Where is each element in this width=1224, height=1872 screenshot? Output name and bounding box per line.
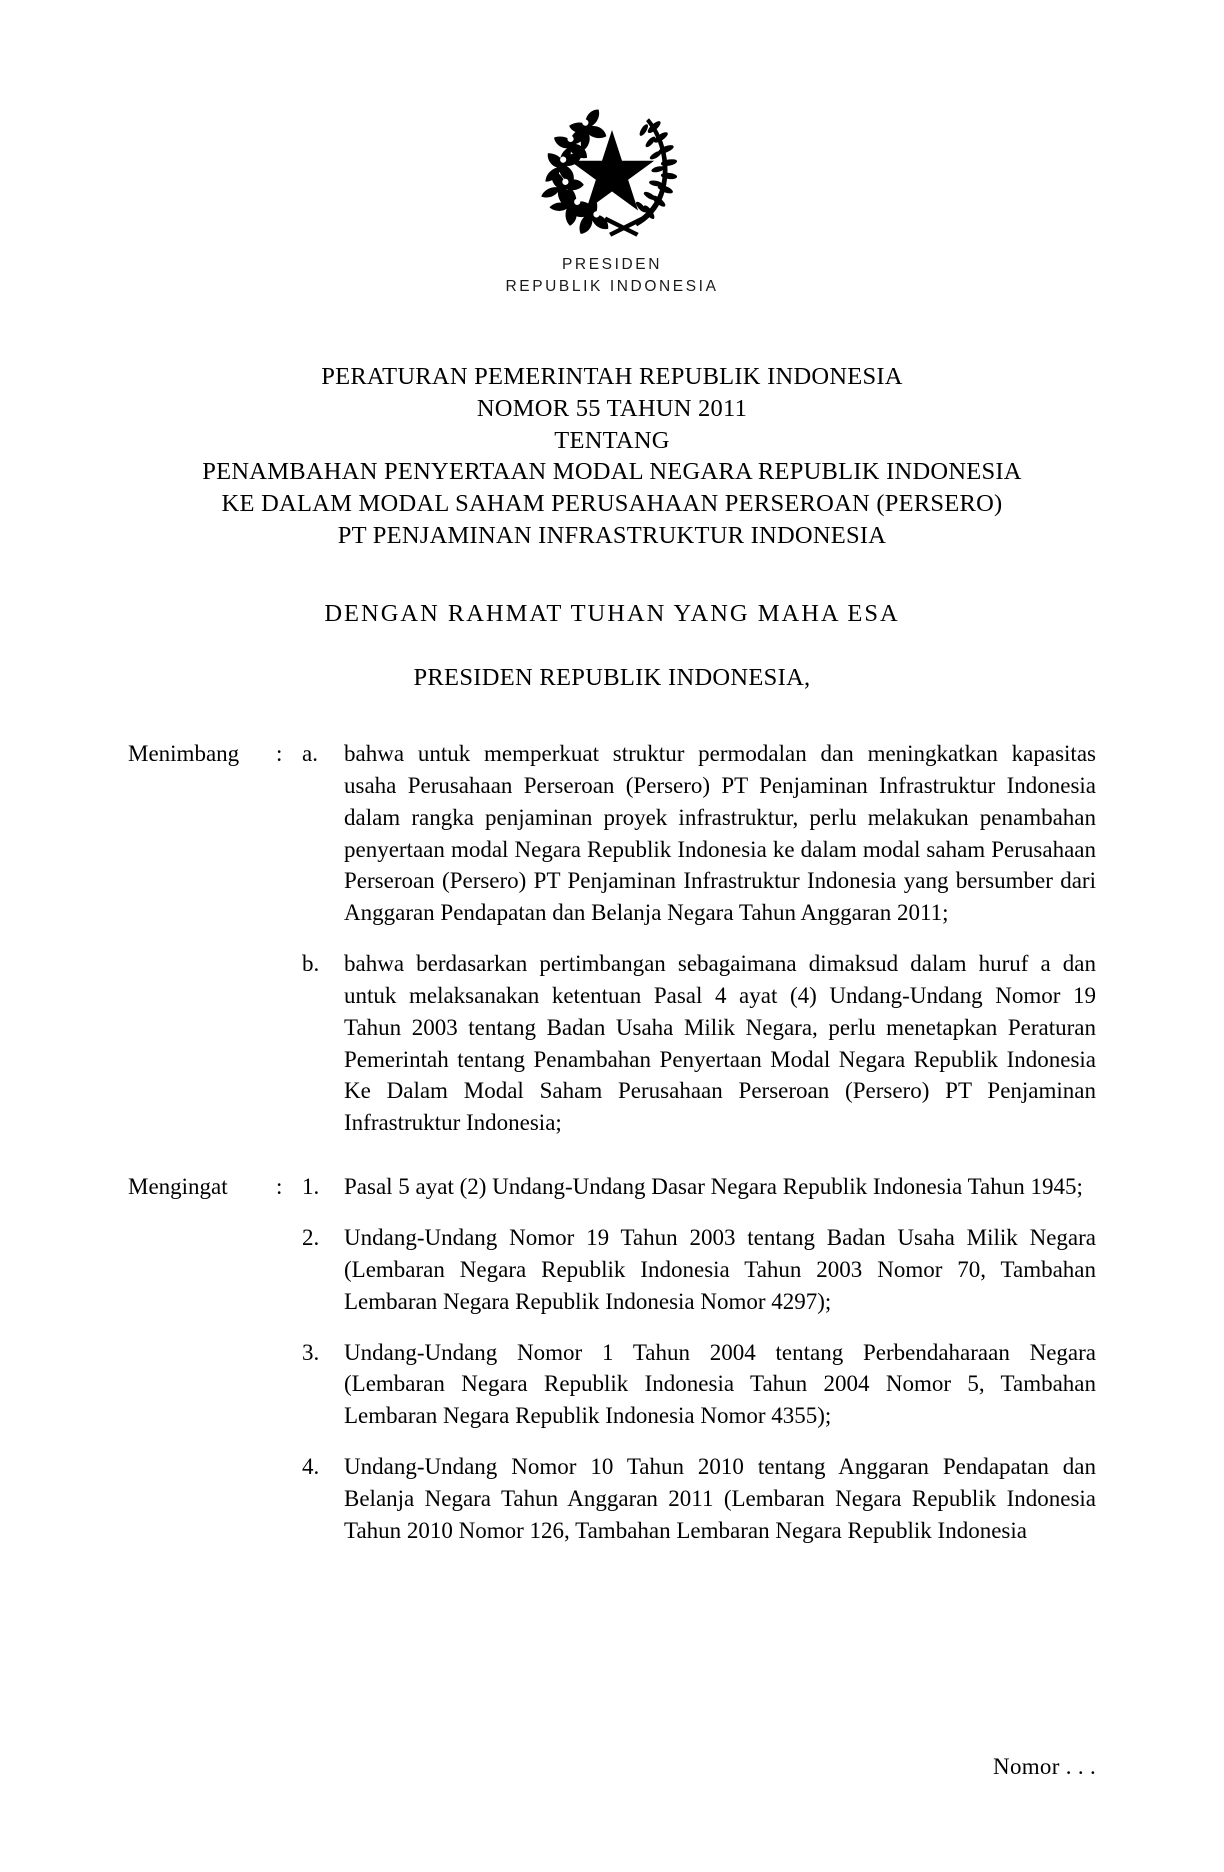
menimbang-section — [128, 738, 1096, 1139]
letterhead-line-presiden: PRESIDEN — [561, 256, 663, 273]
mengingat-text-3: Undang-Undang Nomor 1 Tahun 2004 tentang Perbendaharaan Negara (Lembaran Negara Republik Indonesia Tahun 2004 Nomor 5, Tambahan Lembaran Negara Republik Indonesia Nomor 4355); — [344, 1339, 1096, 1429]
letterhead — [0, 0, 1224, 299]
menimbang-text-a: bahwa untuk memperkuat struktur permodalan dan meningkatkan kapasitas usaha Perusahaan Perseroan (Persero) PT Penjaminan Infrastruktur Indonesia dalam rangka penjaminan proyek infrastruktur, perlu melakukan penambahan penyertaan modal Negara Republik Indonesia ke dalam modal saham Perusahaan Perseroan (Persero) PT Penjaminan Infrastruktur Indonesia yang bersumber dari Anggaran Pendapatan dan Belanja Negara Tahun Anggaran 2011; — [344, 741, 1096, 926]
menimbang-label: Menimbang — [128, 741, 240, 766]
garuda-star-wreath-emblem — [538, 96, 686, 244]
mengingat-item-4 — [128, 1451, 1096, 1547]
preamble-authority: PRESIDEN REPUBLIK INDONESIA, — [413, 664, 811, 691]
menimbang-colon: : — [276, 741, 283, 766]
document-title-block — [0, 361, 1224, 552]
menimbang-marker-a: a. — [302, 741, 318, 766]
mengingat-label: Mengingat — [128, 1174, 228, 1200]
menimbang-item-a — [128, 738, 1096, 929]
mengingat-section — [128, 1171, 1096, 1546]
letterhead-text — [0, 254, 1224, 299]
mengingat-text-1: Pasal 5 ayat (2) Undang-Undang Dasar Negara Republik Indonesia Tahun 1945; — [344, 1174, 1083, 1200]
menimbang-item-b — [128, 948, 1096, 1139]
mengingat-item-1 — [128, 1171, 1096, 1203]
menimbang-marker-b: b. — [302, 951, 320, 977]
preamble-block — [0, 600, 1224, 692]
preamble-blessing: DENGAN RAHMAT TUHAN YANG MAHA ESA — [324, 600, 900, 627]
document-body — [128, 738, 1096, 1547]
title-line-subject-1: PENAMBAHAN PENYERTAAN MODAL NEGARA REPUBLIK INDONESIA — [202, 458, 1022, 486]
title-line-subject-2: KE DALAM MODAL SAHAM PERUSAHAAN PERSEROAN (PERSERO) — [221, 490, 1003, 518]
page-catchword: Nomor . . . — [993, 1754, 1096, 1779]
letterhead-line-republik-indonesia: REPUBLIK INDONESIA — [505, 278, 719, 296]
mengingat-item-3 — [128, 1337, 1096, 1433]
menimbang-text-b: bahwa berdasarkan pertimbangan sebagaimana dimaksud dalam huruf a dan untuk melaksanakan ketentuan Pasal 4 ayat (4) Undang-Undang Nomor 19 Tahun 2003 tentang Badan Usaha Milik Negara, perlu menetapkan Peraturan Pemerintah tentang Penambahan Penyertaan Modal Negara Republik Indonesia Ke Dalam Modal Saham Perusahaan Perseroan (Persero) PT Penjaminan Infrastruktur Indonesia; — [344, 951, 1096, 1136]
mengingat-text-4: Undang-Undang Nomor 10 Tahun 2010 tentang Anggaran Pendapatan dan Belanja Negara Tahun Anggaran 2011 (Lembaran Negara Republik Indonesia Tahun 2010 Nomor 126, Tambahan Lembaran Negara Republik Indonesia — [344, 1454, 1096, 1543]
mengingat-marker-2: 2. — [302, 1224, 320, 1250]
mengingat-item-2 — [128, 1222, 1096, 1318]
mengingat-marker-1: 1. — [302, 1174, 320, 1200]
mengingat-marker-4: 4. — [302, 1454, 320, 1480]
title-line-number-year: NOMOR 55 TAHUN 2011 — [476, 394, 748, 422]
title-line-subject-3: PT PENJAMINAN INFRASTRUKTUR INDONESIA — [337, 522, 887, 550]
mengingat-colon: : — [276, 1174, 283, 1200]
mengingat-text-2: Undang-Undang Nomor 19 Tahun 2003 tentang Badan Usaha Milik Negara (Lembaran Negara Republik Indonesia Tahun 2003 Nomor 70, Tambahan Lembaran Negara Republik Indonesia Nomor 4297); — [344, 1224, 1096, 1314]
title-line-tentang: TENTANG — [554, 426, 670, 454]
mengingat-marker-3: 3. — [302, 1339, 320, 1365]
title-line-regulation-type: PERATURAN PEMERINTAH REPUBLIK INDONESIA — [321, 362, 903, 390]
